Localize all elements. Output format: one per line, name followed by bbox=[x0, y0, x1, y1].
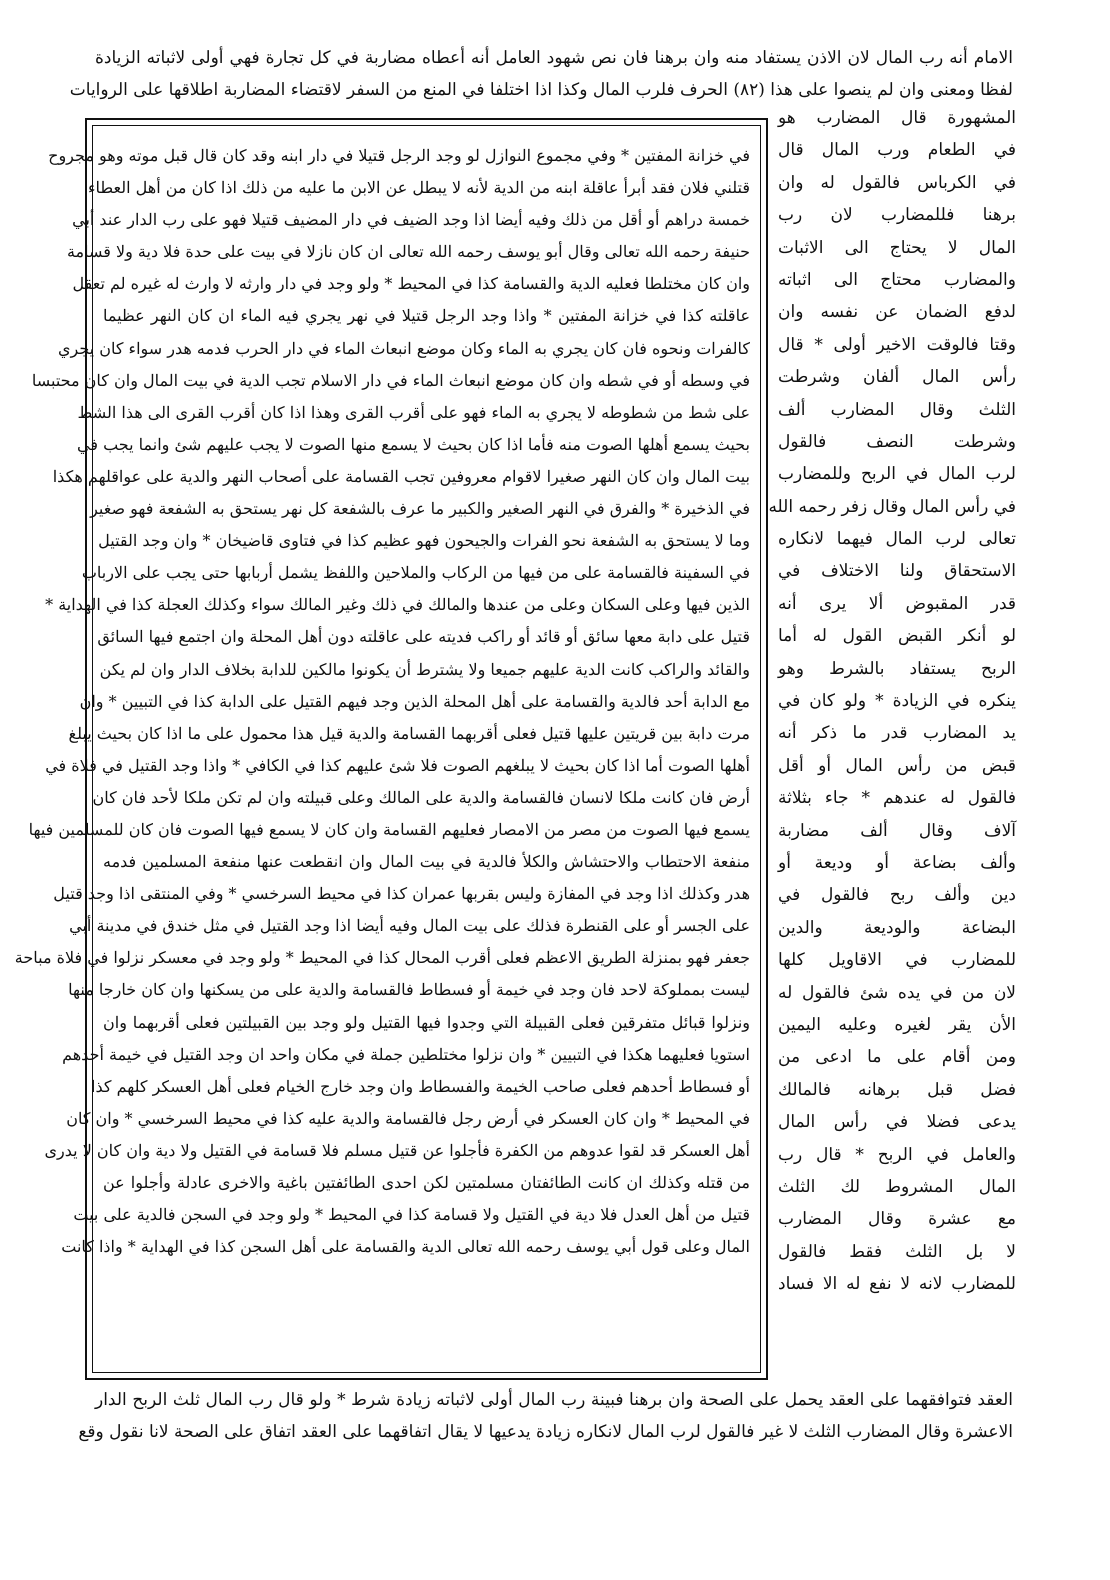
main-text-line: مع الدابة أحد فالدية والقسامة على أهل المحلة الذين وجد فيهم القتيل على الدابة كذا في التبيين * وان bbox=[79, 691, 750, 711]
side-margin-line: لدفع الضمان عن نفسه وان bbox=[778, 302, 1016, 323]
main-text-line: أهلها الصوت أما اذا كان بحيث لا يبلغهم الصوت فلا شئ عليهم كذا في الكافي * واذا وجد القتيل في فلاة في bbox=[45, 755, 750, 775]
side-margin-line: في الطعام ورب المال قال bbox=[778, 140, 1016, 161]
side-margin-line: يد المضارب قدر ما ذكر أنه bbox=[778, 723, 1016, 744]
main-text-line: في السفينة فالقسامة على من فيها من الركاب والملاحين واللفظ يشمل أربابها حتى يجب على الارباب bbox=[81, 563, 750, 583]
side-margin-line: رأس المال ألفان وشرطت bbox=[778, 367, 1016, 388]
main-text-line: استويا فعليهما هكذا في التبيين * وان نزلوا مختلطين جملة في مكان واحد ان وجد القتيل في خيمة أحدهم bbox=[62, 1044, 750, 1064]
main-text-line: جعفر فهو بمنزلة الطريق الاعظم فعلى أقرب المحال كذا في المحيط * ولو وجد في معسكر نزلوا في فلاة مباحة bbox=[14, 948, 750, 968]
main-text-line: والقائد والراكب كانت الدية عليهم جميعا ولا يشترط أن يكونوا مالكين للدابة بخلاف الدار وان لم يكن bbox=[99, 659, 750, 679]
side-margin-line: وقتا فالوقت الاخير أولى * قال bbox=[778, 334, 1016, 355]
main-text-line: ليست بمملوكة لاحد فان وجد في خيمة أو فسطاط فالقسامة والدية على من يسكنها وان كان خارجا منها bbox=[68, 980, 750, 1000]
bottom-margin-commentary bbox=[78, 1384, 1013, 1448]
main-text-line: أو فسطاط أحدهم فعلى صاحب الخيمة والفسطاط وان وجد خارج الخيام فعلى أهل العسكر كلهم كذا bbox=[91, 1076, 750, 1096]
side-margin-line: لو أنكر القبض القول له أما bbox=[778, 626, 1016, 647]
main-text-line: ونزلوا قبائل متفرقين فعلى القبيلة التي وجدوا فيها القتيل ولو وجد بين القبيلتين فعلى أقربهما وان bbox=[103, 1012, 750, 1032]
side-margin-line: الثلث وقال المضارب ألف bbox=[778, 399, 1016, 420]
side-margin-line: فضل قبل برهانه فالمالك bbox=[778, 1079, 1016, 1100]
side-margin-line: في الكرباس فالقول له وان bbox=[778, 172, 1016, 193]
main-text-line: قتلني فلان فقد أبرأ عاقلة ابنه من الدية لأنه لا يبطل عن الابن ما عليه من ذلك اذا كان من أهل العطاء bbox=[88, 178, 750, 198]
side-margin-line: الربح يستفاد بالشرط وهو bbox=[778, 658, 1016, 679]
side-margin-line: للمضارب لانه لا نفع له الا فساد bbox=[778, 1274, 1016, 1295]
side-margin-line: يدعى فضلا في رأس المال bbox=[778, 1112, 1016, 1133]
side-margin-line: وشرطت النصف فالقول bbox=[778, 431, 1016, 452]
margin-line: الاعشرة وقال المضارب الثلث لا غير فالقول لرب المال لانكاره زيادة يدعيها لا يقال اتفاقهما على العقد اتفاق على الصحة لانا نقول وقع bbox=[78, 1422, 1013, 1442]
main-text-line: في المحيط * وان كان العسكر في أرض رجل فالقسامة والدية عليه كذا في محيط السرخسي * وان كان bbox=[66, 1108, 750, 1128]
main-text-line: بيت المال وان كان النهر صغيرا لاقوام معروفين تجب القسامة على أصحاب النهر والدية على عواقلهم هكذا bbox=[52, 466, 750, 486]
main-text-line: هدر وكذلك اذا وجد في المفازة وليس بقربها عمران كذا في محيط السرخسي * وفي المنتقى اذا وجد قتيل bbox=[53, 884, 750, 904]
side-margin-line: تعالى لرب المال فيهما لانكاره bbox=[778, 529, 1016, 550]
margin-line: لفظا ومعنى وان لم ينصوا على هذا (٨٢) الحرف فلرب المال وكذا اذا اختلفا في المنع من السفر لاقتضاء المضاربة اطلاقها على الروايات bbox=[69, 80, 1013, 100]
side-margin-line: لان من في يده شئ فالقول له bbox=[778, 982, 1016, 1003]
main-text-line: وما لا يستحق به الشفعة نحو الفرات والجيحون فهو عظيم كذا في فتاوى قاضيخان * وان وجد القتيل bbox=[98, 531, 750, 551]
main-text-line: يسمع فيها الصوت من مصر من الامصار فعليهم القسامة وان كان لا يسمع فيها الصوت فان كان للمسلمين فيها bbox=[28, 819, 750, 839]
main-text-line: أهل العسكر قد لقوا عدوهم من الكفرة فأجلوا عن قتيل مسلم فلا قسامة في القتيل ولا دية وان كان لا يدرى bbox=[44, 1140, 750, 1160]
side-margin-line: فالقول له عندهم * جاء بثلاثة bbox=[778, 788, 1016, 809]
main-text-line: خمسة دراهم أو أقل من ذلك وفيه أيضا اذا وجد الضيف في دار المضيف قتيلا فهو على رب الدار عند أبي bbox=[72, 210, 750, 230]
side-margin-line: المال لا يحتاج الى الاثبات bbox=[778, 237, 1016, 258]
main-text-line: كالفرات ونحوه فان كان يجري به الماء وكان موضع انبعاث الماء في دار الحرب فدمه هدر سواء كان يجري bbox=[58, 338, 750, 358]
side-margin-line: في رأس المال وقال زفر رحمه الله bbox=[768, 496, 1016, 517]
main-text-line: من قتله وكذلك ان كانت الطائفتان مسلمتين لكن احدى الطائفتين باغية والاخرى عادلة وأجلوا عن bbox=[103, 1173, 750, 1192]
side-margin-line: آلاف وقال ألف مضاربة bbox=[778, 820, 1016, 841]
main-text-line: بحيث يسمع أهلها الصوت منه فأما اذا كان بحيث لا يسمع منها الصوت لا يجب عليهم شئ وانما يجب في bbox=[77, 434, 750, 454]
main-text-line: الذين فيها وعلى السكان وعلى من عندها والمالك في ذلك وغير المالك سواء وكذلك العجلة كذا في الهداية * bbox=[45, 595, 750, 615]
side-margin-line: دين وألف ربح فالقول في bbox=[778, 885, 1016, 906]
side-margin-line: الأن يقر لغيره وعليه اليمين bbox=[778, 1014, 1016, 1035]
side-margin-line: والعامل في الربح * قال رب bbox=[778, 1144, 1016, 1165]
side-margin-line: البضاعة والوديعة والدين bbox=[778, 917, 1016, 938]
margin-line: العقد فتوافقهما على العقد يحمل على الصحة وان برهنا فبينة رب المال أولى لاثباته زيادة شرط * ولو قال رب المال ثلث الربح الدار bbox=[95, 1390, 1013, 1410]
main-text-line: وان كان مختلطا فعليه الدية والقسامة كذا في المحيط * ولو وجد في دار وارثه لا وارث له غيره لم تعقل bbox=[72, 274, 750, 294]
margin-line: الامام أنه رب المال لان الاذن يستفاد منه وان برهنا فان نص شهود العامل أنه أعطاه مضاربة في كل تجارة فهي أولى لاثباته الزيادة bbox=[95, 48, 1013, 68]
main-text-line: على الجسر أو على القنطرة فذلك على بيت المال وفيه أيضا اذا وجد القتيل في مثل خندق في مدينة أبي bbox=[69, 916, 750, 936]
side-margin-line: ينكره في الزيادة * ولو كان في bbox=[778, 691, 1016, 712]
main-text-line: حنيفة رحمه الله تعالى وقال أبو يوسف رحمه الله تعالى ان كان نازلا في بيت على حدة فلا دية ولا قسامة bbox=[66, 242, 750, 262]
side-margin-line: مع عشرة وقال المضارب bbox=[778, 1209, 1016, 1230]
side-margin-line: برهنا فللمضارب لان رب bbox=[778, 205, 1016, 226]
side-margin-line: لا بل الثلث فقط فالقول bbox=[778, 1241, 1016, 1262]
side-margin-commentary bbox=[768, 102, 1016, 1300]
side-margin-line: المشهورة قال المضارب هو bbox=[778, 108, 1016, 128]
main-text-body bbox=[14, 125, 761, 1373]
side-margin-line: قدر المقبوض ألا يرى أنه bbox=[778, 593, 1016, 614]
side-margin-line: للمضارب في الاقاويل كلها bbox=[778, 950, 1016, 971]
side-margin-line: الاستحقاق ولنا الاختلاف في bbox=[778, 561, 1016, 582]
main-text-line: عاقلته كذا في خزانة المفتين * واذا وجد الرجل قتيلا في نهر يجري فيه الماء ان كان النهر عظيما bbox=[103, 306, 750, 326]
main-text-line: منفعة الاحتطاب والاحتشاش والكلأ فالدية في بيت المال وان انقطعت عنها منفعة المسلمين فدمه bbox=[103, 852, 750, 872]
main-text-line: على شط من شطوطه لا يجري به الماء فهو على أقرب القرى وهذا اذا كان أقرب القرى الى هذا الشط bbox=[77, 402, 750, 422]
main-text-line: قتيل على دابة معها سائق أو قائد أو راكب فديته على عاقلته دون أهل المحلة وان اجتمع فيها السائق bbox=[97, 627, 750, 647]
main-text-line: في خزانة المفتين * وفي مجموع النوازل لو وجد الرجل قتيلا في دار ابنه وقد كان قال قبل موته وهو مجروح bbox=[48, 146, 750, 165]
main-text-line: قتيل من أهل العدل فلا دية في القتيل ولا قسامة كذا في المحيط * ولو وجد في السجن فالدية على بيت bbox=[73, 1205, 750, 1225]
side-margin-line: والمضارب محتاج الى اثباته bbox=[778, 269, 1016, 290]
main-text-line: في وسطه أو في شطه وان كان موضع انبعاث الماء في دار الاسلام تجب الدية في بيت المال وان كان محتبسا bbox=[31, 370, 750, 390]
side-margin-line: ومن أقام على ما ادعى من bbox=[778, 1047, 1016, 1068]
side-margin-line: قبض من رأس المال أو أقل bbox=[778, 755, 1016, 776]
top-margin-commentary bbox=[69, 42, 1013, 106]
main-text-frame bbox=[14, 118, 768, 1380]
side-margin-line: وألف بضاعة أو وديعة أو bbox=[778, 852, 1016, 873]
side-margin-line: المال المشروط لك الثلث bbox=[778, 1176, 1016, 1197]
main-text-line: أرض فان كانت ملكا لانسان فالقسامة والدية على المالك وعلى قبيلته وان لم تكن ملكا لأحد فان كان bbox=[92, 787, 750, 807]
main-text-line: مرت دابة بين قريتين عليها قتيل فعلى أقربهما القسامة والدية قيل هذا محمول على ما اذا كان بحيث يبلغ bbox=[68, 723, 750, 743]
side-margin-line: لرب المال في الربح وللمضارب bbox=[778, 464, 1016, 485]
main-text-line: المال وعلى قول أبي يوسف رحمه الله تعالى الدية والقسامة على أهل السجن كذا في الهداية * واذا كانت bbox=[61, 1237, 750, 1257]
main-text-line: في الذخيرة * والفرق في النهر الصغير والكبير ما عرف بالشفعة كل نهر يستحق به الشفعة فهو صغير bbox=[90, 499, 750, 519]
